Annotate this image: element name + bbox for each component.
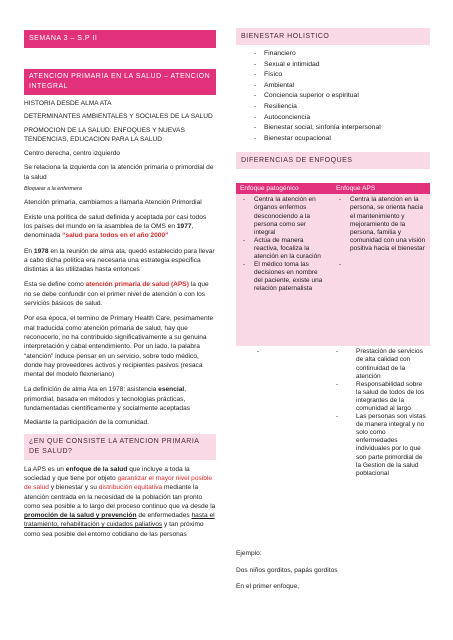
enfoque-text-c: y bienestar y su: [48, 484, 99, 492]
holistico-list: [236, 49, 430, 144]
alma-ata-definition-paragraph: [24, 385, 216, 413]
relaciona-line: Se relaciona la izquierda con la atención primaria o primordial de la salud: [24, 164, 214, 181]
table-cell: [332, 194, 430, 346]
dash-mark: -: [243, 261, 246, 269]
enfoque-promocion: promoción de la salud y prevención: [24, 512, 137, 520]
list-item: - Resiliencia: [254, 102, 430, 113]
oms-text-a: Existe una política de salud definida y aceptada por casi todos los países del mundo en la asamblea de la OMS en: [24, 213, 207, 230]
list-item: [336, 413, 426, 478]
aps-definition-paragraph: [24, 280, 216, 308]
enfoque-text-b: que incluye a toda la sociedad y que tiene por objeto: [24, 465, 190, 482]
section-header-consiste-text: ¿EN QUE CONSISTE LA ATENCION PRIMARIA DE SALUD?: [29, 437, 200, 455]
patogenico-list: [240, 196, 328, 293]
left-column: [24, 30, 216, 539]
section-header-aps: [24, 69, 216, 95]
aps-list-2: [336, 348, 426, 478]
section-header-semana: SEMANA 3 – S.P II: [24, 30, 216, 48]
promocion-line: PROMOCION DE LA SALUD: ENFOQUES Y NUEVAS TENDENCIAS, EDUCACION PARA LA SALUD: [24, 126, 185, 143]
list-item: - Bienestar ocupacional: [254, 134, 430, 145]
participacion-line: Mediante la participación de la comunidad.: [24, 419, 149, 427]
centro-line: Centro derecha, centro izquierdo: [24, 150, 121, 158]
enfoque-text-a: La APS es un: [24, 465, 66, 473]
list-item: - Sexual e intimidad: [254, 60, 430, 71]
oms-paragraph: [24, 213, 216, 241]
cell-text: Centra la atención en la persona, se orienta hacia el mantenimiento y mejoramiento de la persona, familia y comunidad con una visión positiva hacia el bienestar: [350, 196, 426, 252]
list-item: - Financiero: [254, 49, 430, 60]
definition-esencial: esencial: [158, 386, 185, 394]
section-header-aps-text: ATENCION PRIMARIA EN LA SALUD – ATENCION INTEGRAL: [29, 73, 211, 90]
section-header-diferencias: DIFERENCIAS DE ENFOQUES: [236, 152, 430, 169]
oms-year: 1977: [176, 222, 192, 230]
alma-ata-text-b: en la reunión de alma ata, quedó establecido para llevar a cabo dicha política era necesaria una estrategia especifica distintas a las utilizadas hasta entonces: [24, 247, 215, 274]
cell-text: Responsabilidad sobre la salud de todos de los integrantes de la comunidad al largo: [356, 380, 425, 412]
oms-slogan: “salud para todos en el año 2000”: [62, 232, 169, 240]
dash-mark: -: [336, 348, 339, 356]
dash-mark: -: [336, 413, 339, 421]
alma-ata-year: 1978: [33, 247, 49, 255]
section-header-consiste: [24, 434, 216, 460]
list-item: - Ambiental: [254, 81, 430, 92]
section-header-holistico: BIENESTAR HOLISTICO: [236, 28, 430, 45]
cambiamos-paragraph: Atención primaria, cambiamos a llamarla Atención Primordial: [24, 199, 202, 207]
list-item: [240, 237, 328, 261]
bloquear-note: Bloquear a la enfermera: [24, 186, 82, 193]
enfoque-text-f: y tan próximo como sea posible del entorno cotidiano de las personas: [24, 521, 204, 538]
aps-def-term: atención primaria de salud (APS): [85, 281, 189, 289]
cell-text: Centra la atención en órganos enfermos desconociendo a la persona como ser integral: [254, 196, 316, 236]
table-cell: [236, 346, 332, 546]
definition-text-b: , primordial, basada en métodos y tecnologías prácticas, fundamentadas científicamente y socialmente aceptadas: [24, 386, 191, 413]
empty-dash: -: [257, 348, 260, 356]
list-item: [240, 196, 328, 236]
table-row: [236, 194, 430, 346]
definition-text-a: La definición de alma Ata en 1978: asistencia: [24, 386, 159, 394]
enfoque-distribucion: distribución equitativa: [98, 484, 163, 492]
oms-text-b: , denominada: [24, 222, 194, 240]
table-header-aps: Enfoque APS: [332, 183, 430, 194]
enfoque-tratamiento: hasta el tratamiento, rehabilitación y cuidados paliativos: [24, 512, 215, 529]
alma-ata-text-a: En: [24, 247, 34, 255]
dash-mark: -: [243, 236, 246, 244]
alma-ata-paragraph: [24, 247, 216, 275]
right-column: [236, 28, 430, 591]
cell-text: Prestación de servicios de alta calidad con continuidad de la atención: [356, 348, 423, 380]
table-header-patogenico: Enfoque patogénico: [236, 183, 332, 194]
enfoque-text-d: mediante la atención centrada en la necesidad de la población tan pronto como sea posible a lo largo del proceso continuo que va desde la: [24, 484, 216, 510]
ninos-line: Dos niños gorditos, papás gorditos: [236, 566, 338, 574]
list-item: [336, 348, 426, 380]
list-item: - Autoconciencia: [254, 113, 430, 124]
aps-list-1: [336, 196, 426, 253]
cell-text: El médico toma las decisiones en nombre del paciente, existe una relación paternalista: [254, 261, 323, 293]
ejemplo-label: Ejemplo:: [236, 550, 262, 558]
primer-enfoque-line: En el primer enfoque,: [236, 582, 300, 590]
enfoque-text-e: de enfermedades: [136, 512, 192, 520]
list-item: [336, 381, 426, 413]
dash-mark: -: [336, 380, 339, 388]
list-item: - Bienestar social, sinfonía interpersonal: [254, 123, 430, 134]
determinantes-line: DETERMINANTES AMBIENTALES Y SOCIALES DE LA SALUD: [24, 113, 213, 121]
historia-line: HISTORIA DESDE ALMA ATA: [24, 100, 112, 107]
cell-text: Actúa de manera reactiva, focaliza la atención en la curación: [254, 236, 321, 260]
enfoque-garantizar: garantizar el mayor nivel posible de salud: [24, 474, 213, 492]
aps-def-text-a: Esta se define como: [24, 281, 86, 289]
enfoques-table: [236, 183, 430, 546]
cell-text: Las personas son vistas de manera integral y no solo como enfermedades individuales por lo que son parte primordial de la Gestion de la salud poblacional: [356, 413, 426, 477]
table-row: [236, 346, 430, 546]
dash-mark: -: [243, 196, 246, 204]
empty-dash: -: [339, 261, 342, 268]
primary-health-care-paragraph: Por esa época, el termino de Primary Health Care, pesimamente mal traducida como atención primaria de salud, hay que reconocerlo, no ha contribuido significativamente a su genuina interpretación y cabal entendimiento. Por un lado, la palabra “atención” induce pensar en un servicio, sobre todo médico, donde hay proveedores activos y recipientes pasivos (resaca mental del modelo flexneriano): [24, 315, 214, 379]
enfoque-term: enfoque de la salud: [65, 465, 128, 473]
list-item: [240, 261, 328, 293]
table-cell: [332, 346, 430, 546]
list-item: - Conciencia superior o espiritual: [254, 91, 430, 102]
aps-def-text-b: la que no se debe confundir con el primer nivel de atención o con los servicios básicos de salud.: [24, 281, 209, 308]
list-item: [336, 196, 426, 253]
aps-enfoque-paragraph: [24, 465, 216, 539]
list-item: - Físico: [254, 70, 430, 81]
table-cell: [236, 194, 332, 346]
dash-mark: -: [339, 196, 342, 204]
